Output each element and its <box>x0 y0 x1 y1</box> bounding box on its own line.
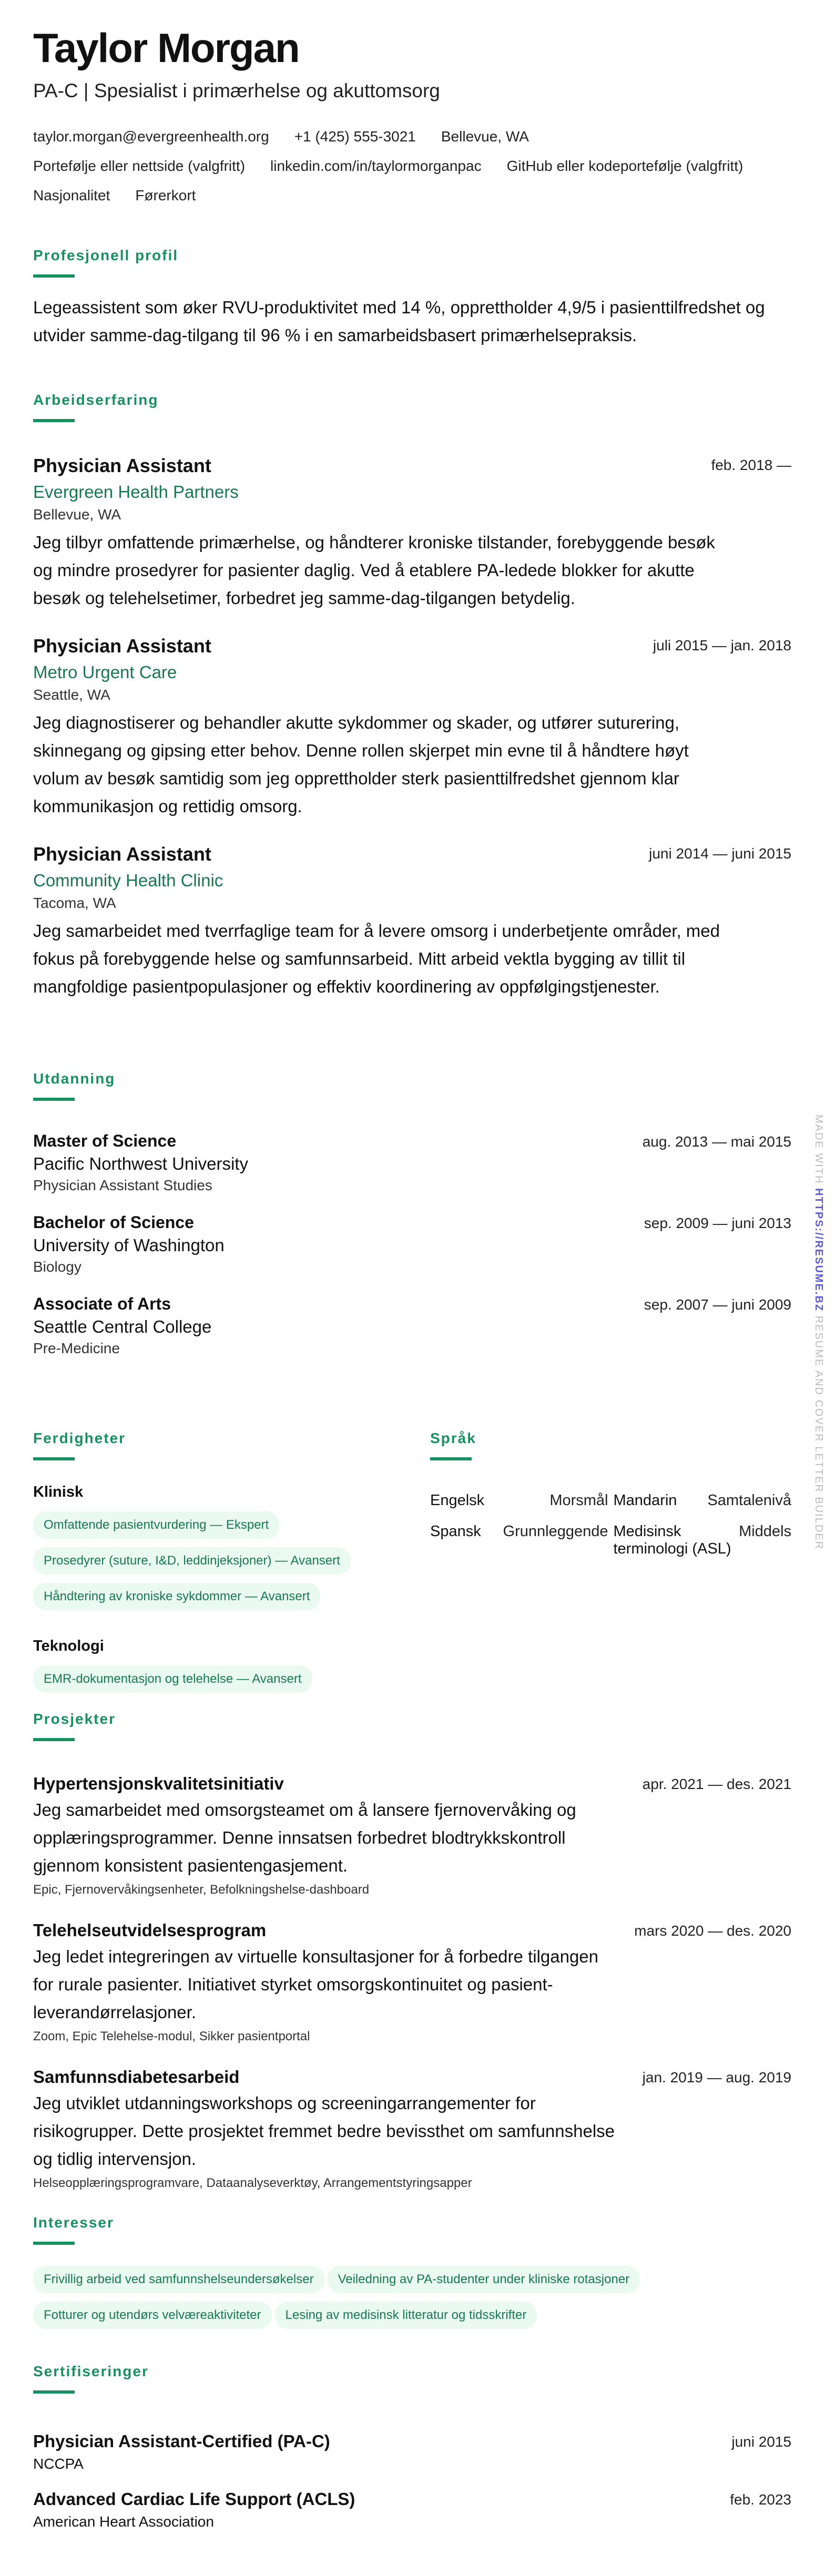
language-name: Medisinsk terminologi (ASL) <box>613 1523 731 1557</box>
education-entry <box>33 1213 791 1275</box>
contact-row <box>33 151 791 181</box>
profile-section <box>33 247 791 349</box>
language-level: Middels <box>739 1523 791 1540</box>
certification-entry <box>33 2489 791 2530</box>
certification-entry <box>33 2431 791 2472</box>
email-link[interactable]: taylor.morgan@evergreenhealth.org <box>33 128 269 145</box>
skill-chip-list <box>33 1511 401 1619</box>
watermark-prefix: MADE WITH <box>813 1115 824 1184</box>
skill-chip: EMR-dokumentasjon og telehelse — Avansert <box>33 1665 312 1693</box>
job-location: Tacoma, WA <box>33 895 116 911</box>
skill-chip: Prosedyrer (suture, I&D, leddinjeksjoner) — Avansert <box>33 1547 351 1575</box>
section-heading: Interesser <box>33 2214 114 2231</box>
section-heading: Sertifiseringer <box>33 2363 149 2379</box>
field-of-study: Biology <box>33 1259 82 1275</box>
linkedin-link[interactable]: linkedin.com/in/taylormorganpac <box>270 158 482 174</box>
job-title: Physician Assistant <box>33 455 211 476</box>
project-entry <box>33 1920 791 2044</box>
job-title: Physician Assistant <box>33 635 211 657</box>
education-section <box>33 1070 791 1357</box>
section-heading: Prosjekter <box>33 1711 116 1727</box>
job-location: Seattle, WA <box>33 687 110 703</box>
job-dates: juni 2014 — juni 2015 <box>649 845 791 862</box>
language-name: Spansk <box>430 1523 481 1540</box>
watermark <box>803 1115 824 1556</box>
skill-group-name: Teknologi <box>33 1638 104 1654</box>
education-entry <box>33 1131 791 1194</box>
interest-chip: Fotturer og utendørs velværeaktiviteter <box>33 2302 272 2329</box>
candidate-name: Taylor Morgan <box>33 25 299 71</box>
education-dates: sep. 2009 — juni 2013 <box>644 1215 791 1231</box>
field-of-study: Pre-Medicine <box>33 1340 120 1356</box>
project-tools: Zoom, Epic Telehelse-modul, Sikker pasientportal <box>33 2029 310 2043</box>
section-divider <box>33 419 75 422</box>
section-divider <box>33 1098 75 1101</box>
language-name: Engelsk <box>430 1492 485 1509</box>
experience-entry <box>33 635 791 820</box>
language-item <box>430 1492 608 1509</box>
projects-section <box>33 1711 791 2191</box>
experience-section <box>33 392 791 1000</box>
interest-chip: Lesing av medisinsk litteratur og tidsskrifter <box>275 2302 537 2329</box>
section-heading: Profesjonell profil <box>33 247 179 263</box>
skill-chip-list <box>33 1665 401 1701</box>
job-description: Jeg samarbeidet med tverrfaglige team for å levere omsorg i underbetjente områder, med fokus på forebyggende helse og samfunnsarbeid. Mitt arbeid vektla bygging av tillit til mangfoldige pasientpopulasjoner og effektiv koordinering av oppfølgingstjenester. <box>33 921 720 996</box>
section-heading: Arbeidserfaring <box>33 392 159 408</box>
certification-date: feb. 2023 <box>730 2491 791 2508</box>
profile-summary: Legeassistent som øker RVU-produktivitet med 14 %, opprettholder 4,9/5 i pasienttilfredshet og utvider samme-dag-tilgang til 96 % i en samarbeidsbasert primærhelsepraksis. <box>33 298 765 345</box>
section-heading: Språk <box>430 1430 476 1446</box>
watermark-link[interactable]: HTTPS://RESUME.BZ <box>813 1188 824 1312</box>
job-dates: feb. 2018 — <box>711 457 791 473</box>
experience-entry <box>33 843 791 1000</box>
skill-chip: Håndtering av kroniske sykdommer — Avansert <box>33 1583 320 1610</box>
contact-row <box>33 181 791 210</box>
license-text: Førerkort <box>135 187 196 203</box>
language-level: Samtalenivå <box>707 1492 791 1509</box>
project-description: Jeg ledet integreringen av virtuelle konsultasjoner for å forbedre tilgangen for rurale pasienter. Initiativet styrket omsorgskontinuitet og pasient-leverandørrelasjoner. <box>33 1947 598 2022</box>
education-dates: aug. 2013 — mai 2015 <box>642 1133 791 1150</box>
project-entry <box>33 1774 791 1897</box>
education-entry <box>33 1294 791 1357</box>
nationality-text: Nasjonalitet <box>33 187 110 203</box>
language-item <box>614 1492 792 1509</box>
school-name: Pacific Northwest University <box>33 1154 248 1173</box>
degree: Bachelor of Science <box>33 1213 194 1232</box>
certification-name: Physician Assistant-Certified (PA-C) <box>33 2431 330 2451</box>
company-name: Evergreen Health Partners <box>33 482 239 502</box>
skill-chip: Omfattende pasientvurdering — Ekspert <box>33 1511 279 1539</box>
job-location: Bellevue, WA <box>33 506 121 523</box>
section-divider <box>33 1738 75 1741</box>
project-title: Samfunnsdiabetesarbeid <box>33 2067 240 2087</box>
degree: Associate of Arts <box>33 1294 171 1313</box>
project-description: Jeg samarbeidet med omsorgsteamet om å lansere fjernovervåking og opplæringsprogrammer. Denne innsatsen forbedret blodtrykkskontroll gjennom konsistent pasientengasjement. <box>33 1800 576 1875</box>
section-heading: Ferdigheter <box>33 1430 126 1446</box>
location-text: Bellevue, WA <box>441 128 529 145</box>
project-title: Hypertensjonskvalitetsinitiativ <box>33 1774 284 1793</box>
experience-entry <box>33 455 791 612</box>
company-name: Community Health Clinic <box>33 871 223 890</box>
project-tools: Helseopplæringsprogramvare, Dataanalyseverktøy, Arrangementstyringsapper <box>33 2176 472 2190</box>
degree: Master of Science <box>33 1131 177 1150</box>
job-description: Jeg tilbyr omfattende primærhelse, og håndterer kroniske tilstander, forebyggende besøk og mindre prosedyrer for pasienter daglig. Ved å etablere PA-ledede blokker for akutte besøk og telehelsetimer, forbedret jeg samme-dag-tilgangen betydelig. <box>33 533 715 608</box>
education-dates: sep. 2007 — juni 2009 <box>644 1296 791 1313</box>
school-name: Seattle Central College <box>33 1317 212 1336</box>
contact-row <box>33 122 791 151</box>
company-name: Metro Urgent Care <box>33 662 177 682</box>
section-divider <box>33 2242 75 2245</box>
project-description: Jeg utviklet utdanningsworkshops og screeningarrangementer for risikogrupper. Dette prosjektet fremmet bedre bevissthet om samfunnshelse og tidlig intervensjon. <box>33 2093 615 2169</box>
portfolio-link[interactable]: Portefølje eller nettside (valgfritt) <box>33 158 246 174</box>
certifications-section <box>33 2363 791 2530</box>
job-description: Jeg diagnostiserer og behandler akutte sykdommer og skader, og utfører suturering, skinnegang og gipsing etter behov. Denne rollen skjerpet min evne til å håndtere høyt volum av besøk samtidig som jeg opprettholder sterk pasienttilfredshet gjennom klar kommunikasjon og rettidig omsorg. <box>33 713 689 816</box>
certification-issuer: NCCPA <box>33 2456 84 2472</box>
language-level: Grunnleggende <box>503 1523 608 1540</box>
certification-date: juni 2015 <box>731 2434 791 2450</box>
project-tools: Epic, Fjernovervåkingsenheter, Befolkningshelse-dashboard <box>33 1883 370 1897</box>
section-divider <box>33 1457 75 1460</box>
project-entry <box>33 2067 791 2191</box>
phone-link[interactable]: +1 (425) 555-3021 <box>294 128 416 145</box>
section-divider <box>33 274 75 278</box>
project-title: Telehelseutvidelsesprogram <box>33 1920 267 1940</box>
skill-group-name: Klinisk <box>33 1484 84 1500</box>
language-level: Morsmål <box>549 1492 608 1509</box>
certification-name: Advanced Cardiac Life Support (ACLS) <box>33 2489 355 2509</box>
interest-chip: Frivillig arbeid ved samfunnshelseundersøkelser <box>33 2266 324 2293</box>
candidate-subtitle: PA-C | Spesialist i primærhelse og akuttomsorg <box>33 80 440 101</box>
field-of-study: Physician Assistant Studies <box>33 1177 212 1193</box>
languages-section <box>430 1430 791 1558</box>
interest-chip: Veiledning av PA-studenter under kliniske rotasjoner <box>328 2266 640 2293</box>
section-divider <box>430 1457 472 1460</box>
contact-info <box>33 122 791 210</box>
project-dates: mars 2020 — des. 2020 <box>634 1923 791 1939</box>
job-dates: juli 2015 — jan. 2018 <box>653 637 791 653</box>
skills-section <box>33 1430 401 1701</box>
school-name: University of Washington <box>33 1235 225 1255</box>
language-name: Mandarin <box>613 1492 677 1509</box>
interests-section <box>33 2214 791 2337</box>
project-dates: jan. 2019 — aug. 2019 <box>642 2069 791 2086</box>
certification-issuer: American Heart Association <box>33 2513 214 2530</box>
job-title: Physician Assistant <box>33 843 211 865</box>
section-heading: Utdanning <box>33 1070 116 1087</box>
project-dates: apr. 2021 — des. 2021 <box>642 1776 791 1792</box>
github-link[interactable]: GitHub eller kodeportefølje (valgfritt) <box>506 158 744 174</box>
language-item <box>430 1523 608 1558</box>
language-item <box>614 1523 792 1558</box>
watermark-suffix: RESUME AND COVER LETTER BUILDER <box>813 1315 824 1550</box>
section-divider <box>33 2390 75 2394</box>
